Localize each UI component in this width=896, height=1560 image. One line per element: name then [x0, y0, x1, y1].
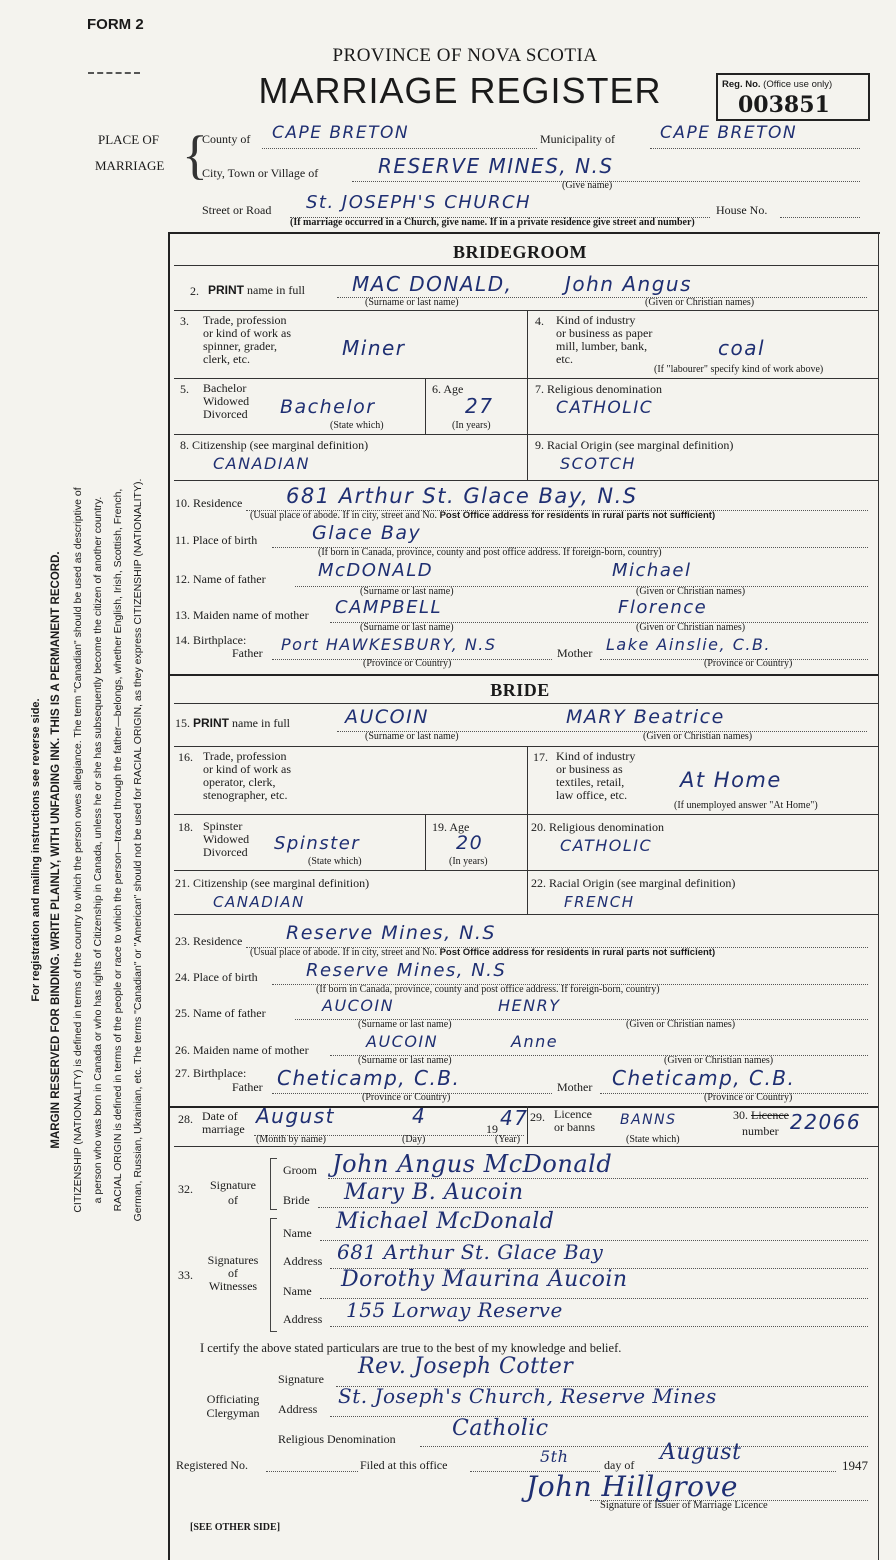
- marriage-day: 4: [412, 1104, 427, 1128]
- status-widowed-g: Widowed: [203, 394, 250, 408]
- margin-line-1: For registration and mailing instructions see reverse side.: [30, 698, 42, 1002]
- religious-denom-label: Religious Denomination: [278, 1432, 396, 1446]
- church-note: (If marriage occurred in a Church, give name. If in a private residence give street and number): [290, 217, 695, 228]
- date-label-1: Date of: [202, 1109, 238, 1123]
- groom-mother-given: Florence: [618, 597, 708, 618]
- sig-of-label-1: Signature: [210, 1178, 256, 1192]
- born-note-b: (If born in Canada, province, county and post office address. If foreign-born, country): [316, 984, 660, 995]
- filed-year: 1947: [842, 1458, 868, 1473]
- trade-label-b-1: Trade, profession: [203, 749, 287, 763]
- groom-signature: John Angus McDonald: [332, 1150, 613, 1178]
- num-32: 32.: [178, 1182, 193, 1196]
- clergy-label-1: Officiating: [206, 1392, 260, 1406]
- reg-number-box: [716, 73, 870, 121]
- mother-name-label-g: Maiden name of mother: [193, 608, 309, 622]
- reg-label: Reg. No.: [722, 79, 761, 90]
- witness2-name: Dorothy Maurina Aucoin: [341, 1267, 628, 1292]
- licence-number: 22066: [790, 1110, 862, 1134]
- bride-mother-given: Anne: [511, 1032, 559, 1051]
- father-surname-note-g: (Surname or last name): [360, 586, 454, 597]
- bride-racial: FRENCH: [564, 893, 635, 911]
- father-name-label-g: Name of father: [193, 572, 266, 586]
- clergy-signature: Rev. Joseph Cotter: [358, 1354, 574, 1379]
- post-office-note-b: Post Office address for residents in rural parts not sufficient): [439, 947, 716, 958]
- bridegroom-heading: BRIDEGROOM: [452, 242, 587, 262]
- father-name-label-b: Name of father: [193, 1006, 266, 1020]
- bride-signature: Mary B. Aucoin: [344, 1180, 524, 1205]
- num-24: 24.: [175, 970, 190, 984]
- filed-label: Filed at this office: [360, 1458, 448, 1472]
- witness1-name: Michael McDonald: [336, 1209, 555, 1234]
- bride-mother-surname: AUCOIN: [366, 1032, 439, 1051]
- margin-line-6: German, Russian, Ukrainian, etc. The terms "Canadian" or "American" should not be used for RACIAL ORIGIN, as they express CITIZENSHIP (NATIONALITY).: [132, 478, 144, 1222]
- num-5: 5.: [180, 382, 189, 396]
- bride-father-birthplace: Cheticamp, C.B.: [277, 1066, 461, 1090]
- num-3: 3.: [180, 314, 189, 328]
- bride-industry: At Home: [680, 768, 782, 792]
- num-28: 28.: [178, 1112, 193, 1126]
- witness-brace: [270, 1218, 277, 1332]
- num-11: 11.: [175, 533, 190, 547]
- registered-no-label: Registered No.: [176, 1458, 248, 1472]
- status-spinster: Spinster: [203, 819, 243, 833]
- groom-industry: coal: [718, 336, 766, 360]
- groom-mother-surname: CAMPBELL: [335, 597, 443, 618]
- num-2: 2.: [190, 284, 199, 298]
- licence-state-note: (State which): [626, 1134, 680, 1145]
- religion-label-g: Religious denomination: [547, 382, 662, 396]
- w1-name-label: Name: [283, 1226, 312, 1240]
- num-16: 16.: [178, 750, 193, 764]
- trade-label-b-2: or kind of work as: [203, 762, 291, 776]
- num-4: 4.: [535, 314, 544, 328]
- month-note: (Month by name): [256, 1134, 326, 1145]
- day-note: (Day): [402, 1134, 426, 1145]
- city-value: RESERVE MINES, N.S: [378, 154, 614, 178]
- trade-label-b-4: stenographer, etc.: [203, 788, 288, 802]
- groom-age-note: (In years): [452, 420, 491, 431]
- post-office-note-g: Post Office address for residents in rural parts not sufficient): [439, 510, 716, 521]
- bride-given: MARY Beatrice: [566, 706, 725, 728]
- num-22: 22.: [531, 876, 546, 890]
- witness1-address: 681 Arthur St. Glace Bay: [337, 1240, 604, 1264]
- w1-address-label: Address: [283, 1254, 323, 1268]
- father-label-27: Father: [232, 1080, 263, 1094]
- num-26: 26.: [175, 1043, 190, 1057]
- municipality-label: Municipality of: [540, 132, 615, 146]
- groom-given: John Angus: [565, 272, 692, 296]
- clergy-address: St. Joseph's Church, Reserve Mines: [338, 1384, 717, 1408]
- bride-given-note: (Given or Christian names): [643, 731, 753, 742]
- status-divorced-g: Divorced: [203, 407, 248, 421]
- num-25: 25.: [175, 1006, 190, 1020]
- mother-province-note-g: (Province or Country): [704, 658, 793, 669]
- filed-month: August: [660, 1440, 742, 1465]
- father-surname-note-b: (Surname or last name): [358, 1019, 452, 1030]
- industry-label-b-4: law office, etc.: [556, 788, 628, 802]
- province-heading: PROVINCE OF NOVA SCOTIA: [332, 45, 598, 66]
- industry-label-g-4: etc.: [556, 352, 573, 366]
- bride-mother-birthplace: Cheticamp, C.B.: [612, 1066, 796, 1090]
- groom-residence: 681 Arthur St. Glace Bay, N.S: [286, 484, 638, 508]
- num-19: 19.: [432, 820, 447, 834]
- ink-mark: [88, 72, 140, 78]
- num-17: 17.: [533, 750, 548, 764]
- num-27: 27.: [175, 1066, 190, 1080]
- day-of-label: day of: [604, 1458, 635, 1472]
- groom-status: Bachelor: [280, 396, 376, 418]
- year-prefix: 19: [486, 1122, 498, 1136]
- reg-number: 003851: [738, 92, 830, 118]
- num-12: 12.: [175, 572, 190, 586]
- num-6: 6.: [432, 382, 441, 396]
- groom-given-note: (Given or Christian names): [645, 297, 755, 308]
- groom-birthplace: Glace Bay: [312, 522, 422, 544]
- residence-label-g: Residence: [193, 496, 243, 510]
- margin-instructions: [30, 180, 170, 1520]
- status-bachelor: Bachelor: [203, 381, 247, 395]
- mother-label-14: Mother: [557, 646, 593, 660]
- mother-province-note-b: (Province or Country): [704, 1092, 793, 1103]
- groom-religion: CATHOLIC: [556, 398, 654, 418]
- groom-surname: MAC DONALD,: [352, 272, 513, 296]
- num-13: 13.: [175, 608, 190, 622]
- marriage-year: 47: [500, 1106, 529, 1130]
- licence-label-2: or banns: [554, 1120, 595, 1134]
- witness-label-2: of: [228, 1266, 238, 1280]
- birthplace-label-g: Place of birth: [192, 533, 258, 547]
- w2-address-label: Address: [283, 1312, 323, 1326]
- industry-label-g-3: mill, lumber, bank,: [556, 339, 648, 353]
- groom-father-birthplace: Port HAWKESBURY, N.S: [281, 635, 497, 654]
- marriage-month: August: [256, 1104, 335, 1128]
- industry-label-g-2: or business as paper: [556, 326, 653, 340]
- house-label: House No.: [716, 203, 768, 217]
- industry-label-b-1: Kind of industry: [556, 749, 636, 763]
- county-label: County of: [202, 132, 251, 146]
- num-8: 8.: [180, 438, 189, 452]
- bride-age: 20: [456, 832, 484, 854]
- place-label-1: PLACE OF: [98, 132, 160, 147]
- mother-label-27: Mother: [557, 1080, 593, 1094]
- street-label: Street or Road: [202, 203, 272, 217]
- groom-father-given: Michael: [612, 560, 692, 581]
- groom-father-surname: McDONALD: [318, 560, 434, 581]
- margin-line-2: MARGIN RESERVED FOR BINDING. WRITE PLAINLY, WITH UNFADING INK. THIS IS A PERMANENT RECORD.: [50, 551, 62, 1149]
- abode-note-g: (Usual place of abode. If in city, street and No.: [250, 510, 438, 521]
- sig-of-label-2: of: [228, 1193, 238, 1207]
- trade-label-g-2: or kind of work as: [203, 326, 291, 340]
- num-9: 9.: [535, 438, 544, 452]
- citizenship-label-b: Citizenship (see marginal definition): [193, 876, 370, 890]
- industry-label-b-2: or business as: [556, 762, 623, 776]
- num-21: 21.: [175, 876, 190, 890]
- num-20: 20.: [531, 820, 546, 834]
- born-note-g: (If born in Canada, province, county and post office address. If foreign-born, country): [318, 547, 662, 558]
- industry-label-g-1: Kind of industry: [556, 313, 636, 327]
- birthplace-label-b: Place of birth: [193, 970, 258, 984]
- bride-father-given: HENRY: [498, 996, 561, 1015]
- residence-label-b: Residence: [193, 934, 243, 948]
- religion-label-b: Religious denomination: [549, 820, 664, 834]
- unemployed-note: (If unemployed answer "At Home"): [674, 800, 818, 811]
- mother-given-note-g: (Given or Christian names): [636, 622, 746, 633]
- county-value: CAPE BRETON: [272, 123, 410, 143]
- groom-citizenship: CANADIAN: [213, 454, 310, 473]
- groom-surname-note: (Surname or last name): [365, 297, 459, 308]
- num-10: 10.: [175, 496, 190, 510]
- street-value: St. JOSEPH'S CHURCH: [306, 192, 532, 213]
- clergy-denomination: Catholic: [452, 1416, 549, 1441]
- filed-day: 5th: [540, 1447, 569, 1466]
- margin-line-4: a person who was born in Canada or who has rights of Citizenship in Canada, unless he or she has subsequently become the citizen of another country.: [92, 496, 104, 1204]
- bride-religion: CATHOLIC: [560, 836, 653, 855]
- w2-name-label: Name: [283, 1284, 312, 1298]
- year-note: (Year): [495, 1134, 521, 1145]
- licence-label-1: Licence: [554, 1107, 592, 1121]
- mother-surname-note-g: (Surname or last name): [360, 622, 454, 633]
- give-name-note: (Give name): [562, 180, 613, 191]
- clergy-label-2: Clergyman: [206, 1406, 260, 1420]
- bride-citizenship: CANADIAN: [213, 893, 305, 911]
- father-given-note-g: (Given or Christian names): [636, 586, 746, 597]
- trade-label-g-1: Trade, profession: [203, 313, 287, 327]
- place-brace: {: [182, 125, 208, 185]
- groom-racial: SCOTCH: [560, 454, 636, 473]
- form-number: FORM 2: [87, 16, 144, 33]
- age-label-b: Age: [449, 820, 470, 834]
- father-label-14: Father: [232, 646, 263, 660]
- witness2-address: 155 Lorway Reserve: [346, 1298, 563, 1322]
- mother-name-label-b: Maiden name of mother: [193, 1043, 309, 1057]
- date-label-2: marriage: [202, 1122, 245, 1136]
- age-label-g: Age: [443, 382, 464, 396]
- issuer-signature: John Hillgrove: [526, 1470, 738, 1503]
- page-title: MARRIAGE REGISTER: [258, 70, 662, 111]
- margin-line-3: CITIZENSHIP (NATIONALITY) is defined in terms of the country to which the person owes allegiance. The term "Canadian" should be used as descriptive of: [72, 487, 84, 1213]
- clergy-address-label: Address: [278, 1402, 318, 1416]
- bride-age-note: (In years): [449, 856, 488, 867]
- racial-label-g: Racial Origin (see marginal definition): [547, 438, 734, 452]
- name-in-full-label-bride: name in full: [232, 716, 290, 730]
- office-use-label: (Office use only): [763, 79, 833, 90]
- status-widowed-b: Widowed: [203, 832, 250, 846]
- witness-label-3: Witnesses: [208, 1279, 258, 1293]
- citizenship-label-g: Citizenship (see marginal definition): [192, 438, 369, 452]
- licence-value: BANNS: [620, 1112, 677, 1128]
- father-province-note-b: (Province or Country): [362, 1092, 451, 1103]
- trade-label-g-4: clerk, etc.: [203, 352, 250, 366]
- witness-label-1: Signatures: [207, 1253, 259, 1267]
- num-15: 15.: [175, 716, 190, 730]
- trade-label-g-3: spinner, grader,: [203, 339, 278, 353]
- print-label-groom: PRINT: [208, 283, 244, 297]
- groom-sig-label: Groom: [283, 1163, 317, 1177]
- groom-age: 27: [465, 394, 494, 418]
- num-29: 29.: [530, 1110, 545, 1124]
- name-in-full-label-groom: name in full: [247, 283, 305, 297]
- groom-status-note: (State which): [330, 420, 384, 431]
- labourer-note: (If "labourer" specify kind of work above): [654, 364, 824, 375]
- groom-trade: Miner: [342, 336, 406, 360]
- issuer-label: Signature of Issuer of Marriage Licence: [600, 1500, 768, 1511]
- clergy-sig-label: Signature: [278, 1372, 324, 1386]
- bride-sig-label: Bride: [283, 1193, 310, 1207]
- num-18: 18.: [178, 820, 193, 834]
- bride-residence: Reserve Mines, N.S: [286, 922, 496, 944]
- bride-status-note: (State which): [308, 856, 362, 867]
- city-label: City, Town or Village of: [202, 166, 319, 180]
- birthplace-label-14: Birthplace:: [193, 633, 247, 647]
- abode-note-b: (Usual place of abode. If in city, street and No.: [250, 947, 438, 958]
- certify-statement: I certify the above stated particulars are true to the best of my knowledge and belief.: [200, 1341, 622, 1355]
- father-given-note-b: (Given or Christian names): [626, 1019, 736, 1030]
- industry-label-b-3: textiles, retail,: [556, 775, 625, 789]
- bride-status: Spinster: [274, 833, 361, 854]
- print-label-bride: PRINT: [193, 716, 229, 730]
- num-33: 33.: [178, 1268, 193, 1282]
- groom-mother-birthplace: Lake Ainslie, C.B.: [606, 635, 772, 654]
- see-other-side: [SEE OTHER SIDE]: [190, 1522, 281, 1533]
- bride-surname: AUCOIN: [345, 706, 429, 728]
- municipality-value: CAPE BRETON: [660, 123, 798, 143]
- father-province-note-g: (Province or Country): [363, 658, 452, 669]
- trade-label-b-3: operator, clerk,: [203, 775, 276, 789]
- margin-line-5: RACIAL ORIGIN is defined in terms of the people or race to which the person—traced through the father—belongs, whether English, Irish, Scottish, French,: [112, 488, 124, 1212]
- num-30: 30.: [733, 1108, 748, 1122]
- bride-heading: BRIDE: [490, 680, 550, 700]
- racial-label-b: Racial Origin (see marginal definition): [549, 876, 736, 890]
- bride-father-surname: AUCOIN: [322, 996, 395, 1015]
- num-23: 23.: [175, 934, 190, 948]
- bride-surname-note: (Surname or last name): [365, 731, 459, 742]
- mother-surname-note-b: (Surname or last name): [358, 1055, 452, 1066]
- birthplace-label-27: Birthplace:: [193, 1066, 247, 1080]
- licence-strike: Licence: [751, 1108, 789, 1122]
- sig-brace: [270, 1158, 277, 1210]
- bride-birthplace: Reserve Mines, N.S: [306, 960, 507, 981]
- number-label: number: [742, 1124, 779, 1138]
- num-14: 14.: [175, 633, 190, 647]
- num-7: 7.: [535, 382, 544, 396]
- mother-given-note-b: (Given or Christian names): [664, 1055, 774, 1066]
- status-divorced-b: Divorced: [203, 845, 248, 859]
- place-label-2: MARRIAGE: [95, 158, 165, 173]
